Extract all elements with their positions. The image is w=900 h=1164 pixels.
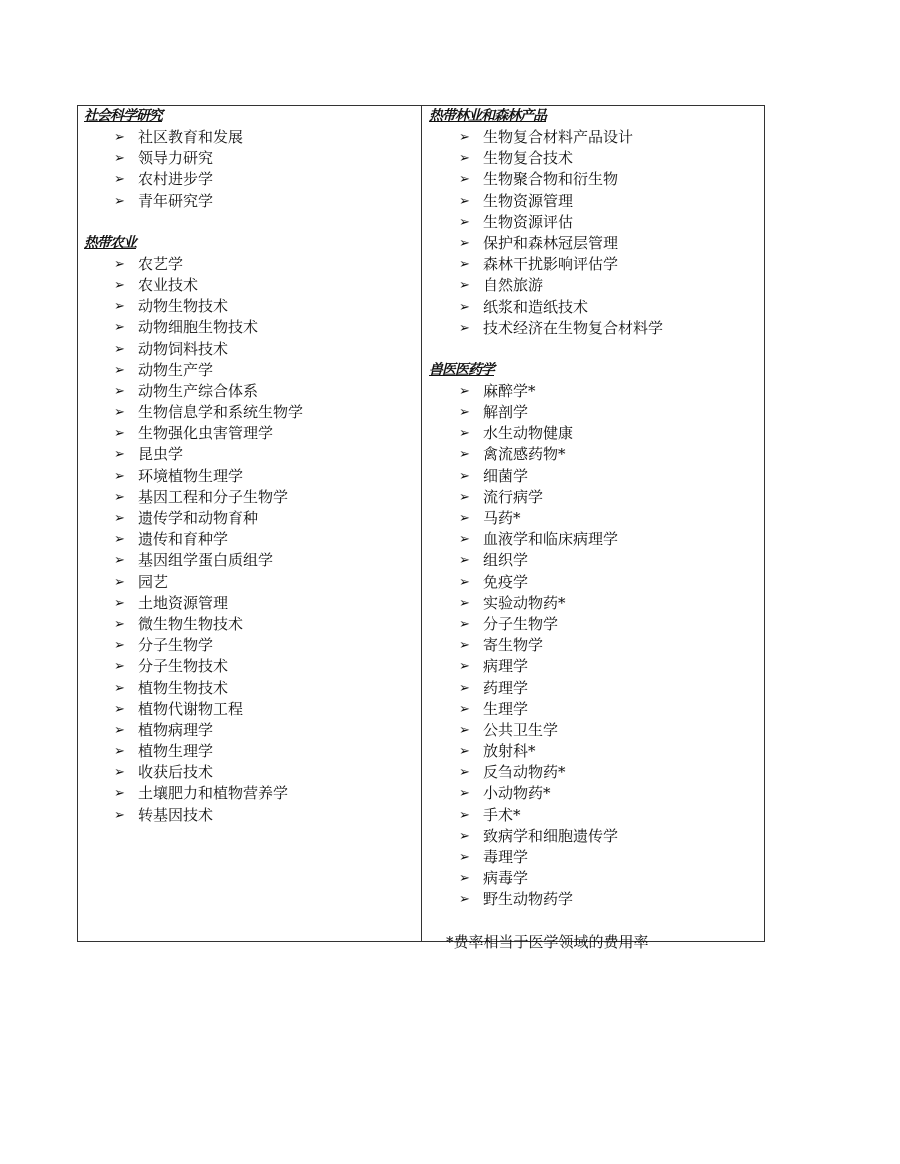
arrowhead-bullet-icon: ➢ bbox=[459, 871, 470, 887]
list-item-label: 社区教育和发展 bbox=[138, 128, 244, 146]
list-item bbox=[429, 402, 663, 423]
list-item bbox=[84, 381, 303, 402]
list-item-label: 保护和森林冠层管理 bbox=[483, 233, 619, 252]
left-column bbox=[84, 106, 303, 826]
list-item-label: 麻醉学* bbox=[483, 381, 536, 400]
list-item bbox=[429, 508, 663, 529]
list-item bbox=[84, 741, 303, 762]
column-divider bbox=[421, 106, 422, 941]
list-item-label: 农业技术 bbox=[138, 275, 199, 294]
arrowhead-bullet-icon: ➢ bbox=[114, 807, 125, 823]
arrowhead-bullet-icon: ➢ bbox=[459, 489, 470, 505]
list-item-label: 公共卫生学 bbox=[483, 720, 559, 739]
list-item-label: 动物细胞生物技术 bbox=[138, 318, 259, 337]
arrowhead-bullet-icon: ➢ bbox=[459, 892, 470, 908]
list-item-label: 生物资源评估 bbox=[483, 212, 574, 231]
list-item bbox=[84, 317, 303, 338]
list-item bbox=[429, 889, 663, 910]
list-item-label: 生物复合技术 bbox=[483, 149, 574, 168]
arrowhead-bullet-icon: ➢ bbox=[459, 468, 470, 484]
list-item bbox=[429, 466, 663, 487]
list-item-label: 马药* bbox=[483, 509, 521, 527]
list-item bbox=[84, 423, 303, 444]
list-item-label: 生物信息学和系统生物学 bbox=[138, 403, 304, 422]
list-item bbox=[84, 699, 303, 720]
list-item bbox=[84, 339, 303, 360]
list-item-label: 微生物生物技术 bbox=[138, 614, 244, 633]
arrowhead-bullet-icon: ➢ bbox=[459, 574, 470, 590]
arrowhead-bullet-icon: ➢ bbox=[459, 595, 470, 611]
list-item-label: 遗传学和动物育种 bbox=[138, 509, 259, 527]
list-item bbox=[429, 487, 663, 508]
arrowhead-bullet-icon: ➢ bbox=[459, 532, 470, 548]
arrowhead-bullet-icon: ➢ bbox=[459, 447, 470, 463]
list-item bbox=[84, 508, 303, 529]
list-item-label: 解剖学 bbox=[483, 403, 529, 422]
section-title-tropical-forestry: 热带林业和森林产品 bbox=[429, 108, 546, 124]
list-item-label: 分子生物学 bbox=[483, 614, 559, 633]
arrowhead-bullet-icon: ➢ bbox=[114, 765, 125, 781]
arrowhead-bullet-icon: ➢ bbox=[459, 193, 470, 209]
list-item-label: 反刍动物药* bbox=[483, 763, 566, 782]
list-item bbox=[84, 254, 303, 275]
list-item-label: 昆虫学 bbox=[138, 445, 184, 464]
arrowhead-bullet-icon: ➢ bbox=[114, 574, 125, 590]
list-item bbox=[84, 191, 303, 212]
list-item-label: 致病学和细胞遗传学 bbox=[483, 826, 619, 845]
arrowhead-bullet-icon: ➢ bbox=[459, 765, 470, 781]
arrowhead-bullet-icon: ➢ bbox=[459, 744, 470, 760]
list-item bbox=[429, 191, 663, 212]
arrowhead-bullet-icon: ➢ bbox=[114, 256, 125, 272]
arrowhead-bullet-icon: ➢ bbox=[114, 130, 125, 145]
list-item-label: 流行病学 bbox=[483, 487, 544, 506]
list-item bbox=[429, 550, 663, 571]
arrowhead-bullet-icon: ➢ bbox=[114, 638, 125, 654]
list-item bbox=[429, 572, 663, 593]
list-item-label: 血液学和临床病理学 bbox=[483, 530, 619, 549]
list-item-label: 技术经济在生物复合材料学 bbox=[483, 318, 664, 337]
arrowhead-bullet-icon: ➢ bbox=[459, 638, 470, 654]
list-item-label: 手术* bbox=[483, 805, 521, 824]
list-item-label: 组织学 bbox=[483, 551, 529, 570]
arrowhead-bullet-icon: ➢ bbox=[459, 807, 470, 823]
list-item bbox=[429, 529, 663, 550]
list-item-label: 环境植物生理学 bbox=[138, 466, 244, 485]
list-item bbox=[84, 466, 303, 487]
arrowhead-bullet-icon: ➢ bbox=[114, 341, 125, 357]
list-item bbox=[84, 360, 303, 381]
arrowhead-bullet-icon: ➢ bbox=[459, 383, 470, 399]
arrowhead-bullet-icon: ➢ bbox=[459, 850, 470, 865]
arrowhead-bullet-icon: ➢ bbox=[114, 172, 125, 188]
list-item bbox=[84, 550, 303, 571]
list-item bbox=[429, 233, 663, 254]
list-item-label: 分子生物技术 bbox=[138, 657, 229, 676]
arrowhead-bullet-icon: ➢ bbox=[114, 277, 125, 293]
arrowhead-bullet-icon: ➢ bbox=[114, 616, 125, 632]
arrowhead-bullet-icon: ➢ bbox=[459, 786, 470, 802]
list-item bbox=[429, 720, 663, 741]
list-item bbox=[84, 127, 303, 148]
list-item bbox=[429, 783, 663, 804]
list-item-label: 实验动物药* bbox=[483, 593, 566, 612]
list-item bbox=[84, 529, 303, 550]
list-item bbox=[84, 402, 303, 423]
list-item bbox=[429, 826, 663, 847]
arrowhead-bullet-icon: ➢ bbox=[114, 744, 125, 760]
list-item bbox=[429, 614, 663, 635]
list-item-label: 基因组学蛋白质组学 bbox=[138, 551, 274, 570]
list-item bbox=[429, 678, 663, 699]
list-item bbox=[84, 783, 303, 804]
arrowhead-bullet-icon: ➢ bbox=[459, 426, 470, 442]
arrowhead-bullet-icon: ➢ bbox=[459, 659, 470, 675]
programs-table bbox=[77, 105, 765, 942]
section-title-social-science: 社会科学研究 bbox=[84, 108, 162, 124]
arrowhead-bullet-icon: ➢ bbox=[459, 405, 470, 421]
list-item bbox=[429, 148, 663, 169]
list-item-label: 生物聚合物和衍生物 bbox=[483, 170, 619, 189]
list-item-label: 植物生物技术 bbox=[138, 678, 229, 697]
list-item bbox=[84, 720, 303, 741]
list-item bbox=[429, 423, 663, 444]
arrowhead-bullet-icon: ➢ bbox=[114, 701, 125, 717]
arrowhead-bullet-icon: ➢ bbox=[114, 405, 125, 421]
list-item bbox=[429, 297, 663, 318]
arrowhead-bullet-icon: ➢ bbox=[114, 680, 125, 696]
list-item bbox=[429, 444, 663, 465]
list-item-label: 禽流感药物* bbox=[483, 445, 566, 464]
list-item bbox=[84, 805, 303, 826]
list-item bbox=[429, 656, 663, 677]
list-item bbox=[429, 635, 663, 656]
list-item bbox=[429, 381, 663, 402]
list-item-label: 转基因技术 bbox=[138, 805, 214, 824]
arrowhead-bullet-icon: ➢ bbox=[114, 193, 125, 209]
list-item-label: 放射科* bbox=[483, 742, 536, 761]
list-item-label: 寄生物学 bbox=[483, 636, 544, 655]
list-item bbox=[429, 805, 663, 826]
arrowhead-bullet-icon: ➢ bbox=[459, 235, 470, 251]
list-social-science bbox=[84, 127, 303, 212]
list-tropical-forestry bbox=[429, 127, 663, 339]
list-item-label: 生理学 bbox=[483, 699, 529, 718]
arrowhead-bullet-icon: ➢ bbox=[459, 701, 470, 717]
list-item bbox=[84, 678, 303, 699]
arrowhead-bullet-icon: ➢ bbox=[114, 511, 125, 526]
arrowhead-bullet-icon: ➢ bbox=[114, 468, 125, 484]
list-item-label: 动物饲料技术 bbox=[138, 339, 229, 358]
list-item-label: 药理学 bbox=[483, 678, 529, 697]
list-item-label: 遗传和育种学 bbox=[138, 530, 229, 549]
arrowhead-bullet-icon: ➢ bbox=[459, 257, 470, 273]
list-item-label: 青年研究学 bbox=[138, 191, 214, 210]
arrowhead-bullet-icon: ➢ bbox=[114, 447, 125, 463]
list-item-label: 毒理学 bbox=[483, 848, 529, 866]
list-item bbox=[429, 847, 663, 868]
arrowhead-bullet-icon: ➢ bbox=[459, 172, 470, 188]
list-item-label: 基因工程和分子生物学 bbox=[138, 487, 289, 506]
section-title-veterinary: 兽医医药学 bbox=[429, 361, 494, 378]
list-item bbox=[429, 275, 663, 296]
list-item bbox=[429, 212, 663, 233]
arrowhead-bullet-icon: ➢ bbox=[114, 151, 125, 167]
list-item-label: 病理学 bbox=[483, 657, 529, 676]
list-item-label: 分子生物学 bbox=[138, 636, 214, 655]
list-item bbox=[429, 868, 663, 889]
list-item-label: 动物生物技术 bbox=[138, 297, 229, 316]
arrowhead-bullet-icon: ➢ bbox=[114, 553, 125, 569]
list-item-label: 植物病理学 bbox=[138, 720, 214, 739]
list-item-label: 生物资源管理 bbox=[483, 191, 574, 210]
list-item-label: 园艺 bbox=[138, 572, 169, 591]
list-item bbox=[429, 699, 663, 720]
list-item-label: 生物强化虫害管理学 bbox=[138, 424, 274, 443]
arrowhead-bullet-icon: ➢ bbox=[459, 553, 470, 569]
section-title-tropical-agriculture: 热带农业 bbox=[84, 234, 136, 251]
list-item bbox=[84, 275, 303, 296]
arrowhead-bullet-icon: ➢ bbox=[114, 722, 125, 738]
list-item-label: 植物生理学 bbox=[138, 742, 214, 761]
list-item-label: 植物代谢物工程 bbox=[138, 699, 244, 718]
arrowhead-bullet-icon: ➢ bbox=[459, 278, 470, 294]
arrowhead-bullet-icon: ➢ bbox=[459, 299, 470, 315]
arrowhead-bullet-icon: ➢ bbox=[459, 214, 470, 230]
arrowhead-bullet-icon: ➢ bbox=[459, 616, 470, 632]
list-item-label: 动物生产综合体系 bbox=[138, 381, 259, 400]
list-item bbox=[429, 593, 663, 614]
arrowhead-bullet-icon: ➢ bbox=[114, 659, 125, 675]
list-item-label: 土地资源管理 bbox=[138, 593, 229, 612]
list-item-label: 土壤肥力和植物营养学 bbox=[138, 784, 289, 803]
arrowhead-bullet-icon: ➢ bbox=[459, 151, 470, 167]
list-item-label: 自然旅游 bbox=[483, 276, 544, 295]
arrowhead-bullet-icon: ➢ bbox=[114, 383, 125, 399]
list-item bbox=[429, 169, 663, 190]
arrowhead-bullet-icon: ➢ bbox=[459, 130, 470, 145]
list-item bbox=[84, 614, 303, 635]
arrowhead-bullet-icon: ➢ bbox=[459, 511, 470, 526]
list-item-label: 农艺学 bbox=[138, 254, 184, 273]
list-item bbox=[429, 318, 663, 339]
list-item bbox=[84, 444, 303, 465]
list-item-label: 细菌学 bbox=[483, 466, 529, 485]
list-item bbox=[84, 148, 303, 169]
arrowhead-bullet-icon: ➢ bbox=[459, 722, 470, 738]
arrowhead-bullet-icon: ➢ bbox=[114, 362, 125, 378]
arrowhead-bullet-icon: ➢ bbox=[114, 532, 125, 548]
list-item bbox=[429, 741, 663, 762]
list-item-label: 领导力研究 bbox=[138, 149, 214, 168]
arrowhead-bullet-icon: ➢ bbox=[114, 320, 125, 336]
list-item bbox=[429, 127, 663, 148]
list-item bbox=[84, 296, 303, 317]
list-item bbox=[84, 762, 303, 783]
arrowhead-bullet-icon: ➢ bbox=[459, 680, 470, 696]
list-item bbox=[84, 656, 303, 677]
list-item-label: 免疫学 bbox=[483, 572, 529, 591]
list-item bbox=[84, 635, 303, 656]
right-column bbox=[429, 106, 663, 911]
arrowhead-bullet-icon: ➢ bbox=[114, 299, 125, 315]
list-item-label: 森林干扰影响评估学 bbox=[483, 255, 619, 274]
list-tropical-agriculture bbox=[84, 254, 303, 826]
list-item bbox=[429, 254, 663, 275]
arrowhead-bullet-icon: ➢ bbox=[114, 595, 125, 611]
list-item-label: 纸浆和造纸技术 bbox=[483, 297, 589, 316]
arrowhead-bullet-icon: ➢ bbox=[114, 489, 125, 505]
list-veterinary bbox=[429, 381, 663, 911]
list-item bbox=[84, 572, 303, 593]
footnote: *费率相当于医学领域的费用率 bbox=[446, 933, 649, 951]
arrowhead-bullet-icon: ➢ bbox=[459, 320, 470, 336]
list-item bbox=[84, 169, 303, 190]
arrowhead-bullet-icon: ➢ bbox=[114, 786, 125, 802]
list-item-label: 水生动物健康 bbox=[483, 424, 574, 443]
list-item-label: 收获后技术 bbox=[138, 763, 214, 782]
arrowhead-bullet-icon: ➢ bbox=[114, 426, 125, 442]
arrowhead-bullet-icon: ➢ bbox=[459, 828, 470, 844]
list-item-label: 病毒学 bbox=[483, 869, 529, 888]
list-item-label: 小动物药* bbox=[483, 784, 551, 803]
list-item bbox=[84, 593, 303, 614]
list-item-label: 生物复合材料产品设计 bbox=[483, 128, 634, 146]
list-item-label: 野生动物药学 bbox=[483, 890, 574, 909]
list-item-label: 动物生产学 bbox=[138, 360, 214, 379]
list-item bbox=[429, 762, 663, 783]
list-item-label: 农村进步学 bbox=[138, 170, 214, 189]
list-item bbox=[84, 487, 303, 508]
